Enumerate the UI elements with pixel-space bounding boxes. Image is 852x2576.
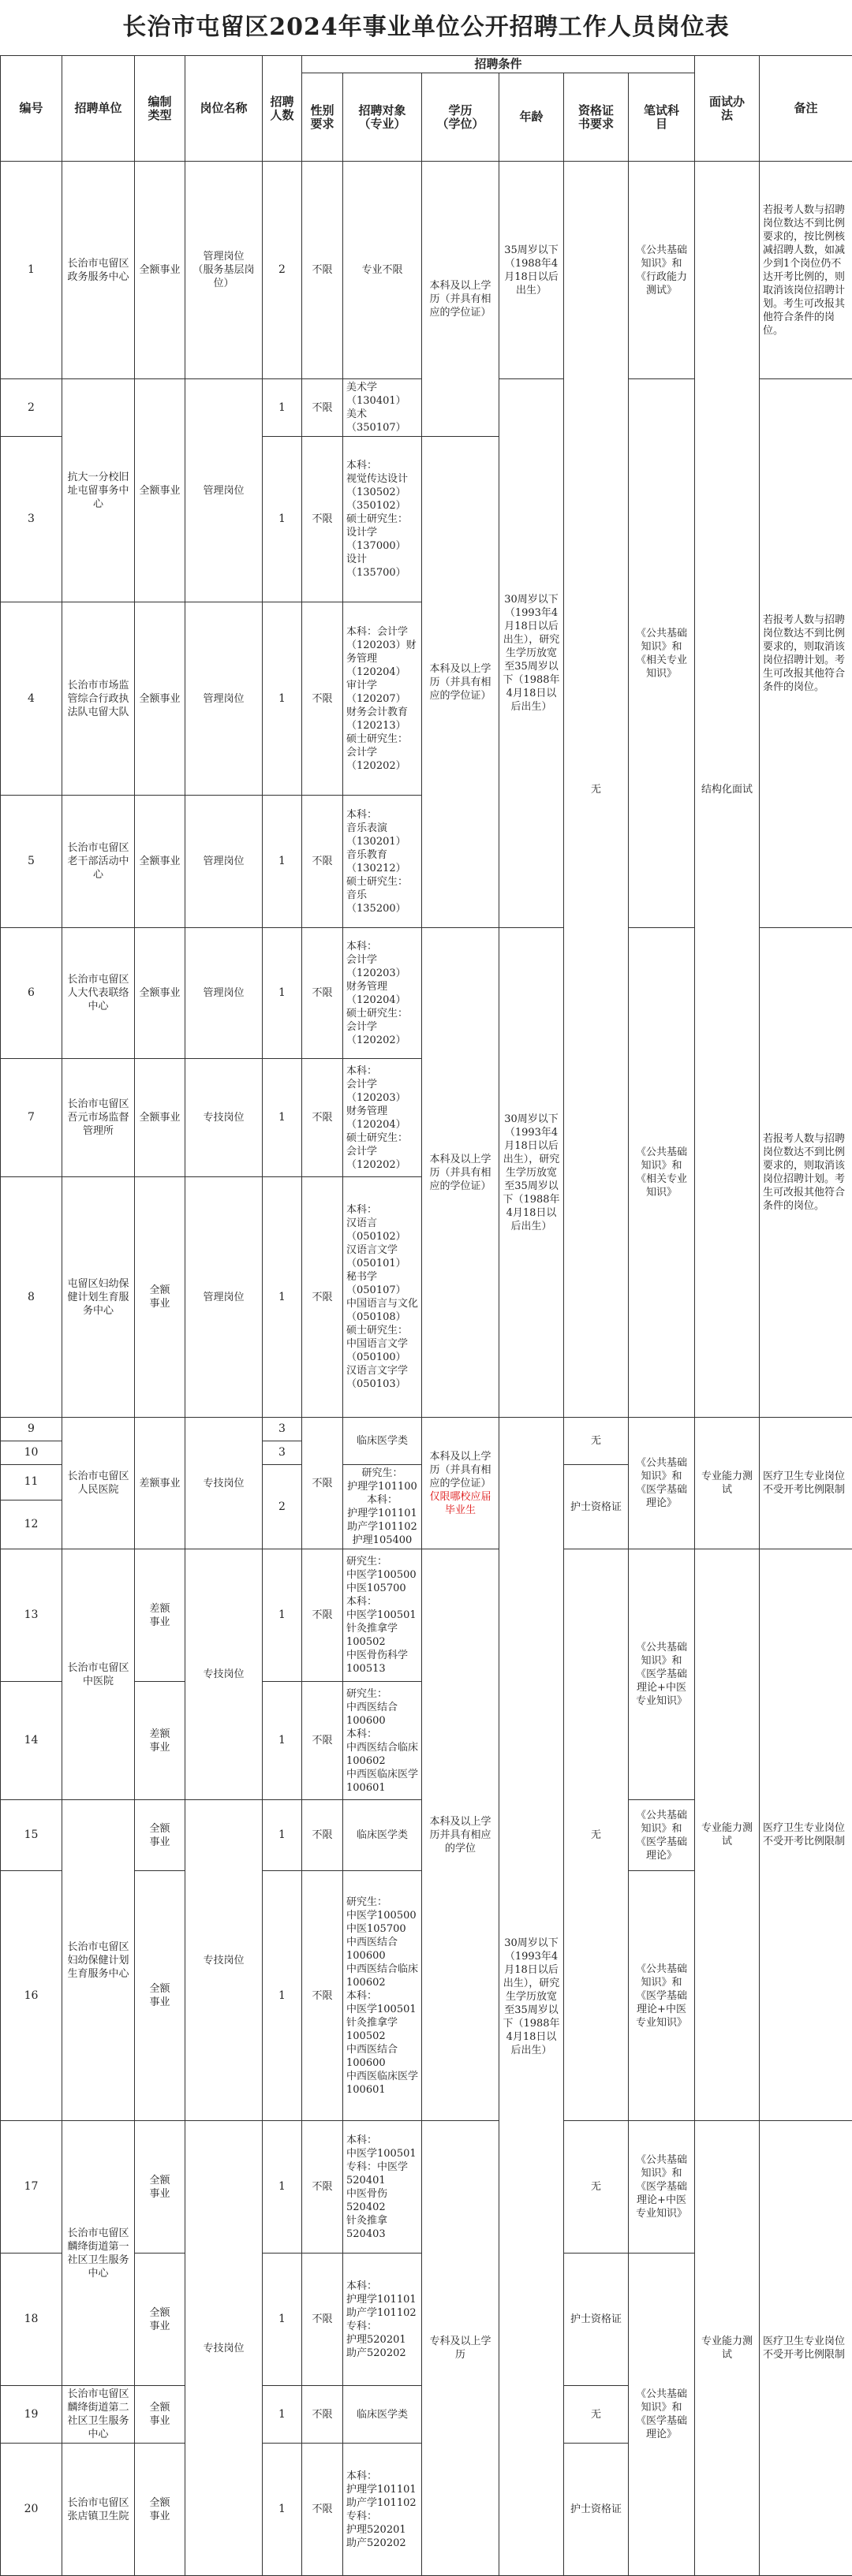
cell-no: 6: [1, 928, 62, 1059]
cell-type: 全额 事业: [135, 2254, 185, 2386]
cell-major: 本科：会计学 （120203）财务管理 （120204） 审计学 （120207） 财务会计教育 （120213） 硕士研究生： 会计学 （120202）: [343, 602, 422, 796]
cell-major: 本科： 会计学 （120203） 财务管理 （120204） 硕士研究生： 会计学 （120202）: [343, 1059, 422, 1177]
cell-cert: 护士资格证: [564, 2254, 629, 2386]
cell-post: 专技岗位: [185, 1059, 263, 1177]
cell-unit: 长治市屯留区麟绛街道第二社区卫生服务中心: [62, 2386, 135, 2444]
header-interview: 面试办 法: [695, 56, 760, 162]
cell-major: 临床医学类: [343, 1800, 422, 1871]
cell-note: 若报考人数与招聘岗位数达不到比例要求的，按比例核减招聘人数，如减少到1个岗位仍不达开考比例的，则取消该岗位招聘计划。考生可改报其他符合条件的岗位。: [760, 162, 852, 379]
cell-post: 专技岗位: [185, 1800, 263, 2121]
cell-gender: 不限: [302, 928, 343, 1059]
cell-count: 1: [263, 1682, 302, 1800]
cell-no: 8: [1, 1177, 62, 1418]
cell-no: 11: [1, 1465, 62, 1500]
cell-count: 1: [263, 928, 302, 1059]
cell-count: 3: [263, 1441, 302, 1465]
cell-type: 差额事业: [135, 1418, 185, 1549]
cell-unit: 长治市屯留区人大代表联络中心: [62, 928, 135, 1059]
cell-note: 医疗卫生专业岗位不受开考比例限制: [760, 1549, 852, 2121]
cell-count: 1: [263, 2444, 302, 2576]
cell-type: 全额事业: [135, 796, 185, 928]
cell-note: 医疗卫生专业岗位不受开考比例限制: [760, 2121, 852, 2576]
cell-post: 管理岗位: [185, 1177, 263, 1418]
cell-type: 全额 事业: [135, 1871, 185, 2121]
cell-written: 《公共基础知识》和《相关专业知识》: [629, 928, 695, 1418]
cell-post: 管理岗位: [185, 796, 263, 928]
cell-type: 全额事业: [135, 162, 185, 379]
header-edu: 学历 （学位）: [422, 73, 499, 162]
cell-major: 研究生： 护理学101100 本科： 护理学101101 助产学101102 护理105400: [343, 1465, 422, 1549]
cell-major: 研究生： 中西医结合 100600 本科： 中西医结合临床100602 中西医临床医学100601: [343, 1682, 422, 1800]
cell-unit: 长治市屯留区张店镇卫生院: [62, 2444, 135, 2576]
cell-unit: 屯留区妇幼保健计划生育服务中心: [62, 1177, 135, 1418]
cell-unit: 长治市屯留区老干部活动中心: [62, 796, 135, 928]
cell-written: 《公共基础知识》和《相关专业知识》: [629, 379, 695, 928]
cell-major: 本科： 音乐表演 （130201） 音乐教育 （130212） 硕士研究生： 音乐 （135200）: [343, 796, 422, 928]
cell-no: 1: [1, 162, 62, 379]
cell-no: 10: [1, 1441, 62, 1465]
cell-unit: 长治市市场监管综合行政执法队屯留大队: [62, 602, 135, 796]
header-age: 年龄: [499, 73, 564, 162]
cell-interview: 结构化面试: [695, 162, 760, 1418]
cell-major: 本科： 护理学101101 助产学101102 专科： 护理520201 助产520202: [343, 2254, 422, 2386]
cell-no: 17: [1, 2121, 62, 2254]
cell-major: 美术学 （130401） 美术 （350107）: [343, 379, 422, 437]
cell-no: 12: [1, 1500, 62, 1549]
cell-edu: 本科及以上学历（并具有相应的学位证）: [422, 162, 499, 437]
cell-type: 全额 事业: [135, 2444, 185, 2576]
cell-major: 研究生： 中医学100500 中医105700 中西医结合 100600 中西医结合临床 100602 本科： 中医学100501 针灸推拿学 100502 中西医结合 100600 中西医临床医学100601: [343, 1871, 422, 2121]
header-cert: 资格证 书要求: [564, 73, 629, 162]
cell-count: 1: [263, 1177, 302, 1418]
cell-type: 全额事业: [135, 1059, 185, 1177]
cell-gender: 不限: [302, 1800, 343, 1871]
cell-unit: 长治市屯留区中医院: [62, 1549, 135, 1800]
cell-gender: 不限: [302, 2386, 343, 2444]
cell-post: 专技岗位: [185, 1549, 263, 1800]
cell-gender: 不限: [302, 1177, 343, 1418]
cell-no: 20: [1, 2444, 62, 2576]
cell-interview: 专业能力测试: [695, 1549, 760, 2121]
cell-gender: 不限: [302, 1871, 343, 2121]
cell-cert: 无: [564, 1418, 629, 1465]
cell-gender: 不限: [302, 162, 343, 379]
cell-cert: 无: [564, 2386, 629, 2444]
cell-post: 管理岗位: [185, 379, 263, 602]
cell-post: 管理岗位: [185, 602, 263, 796]
table-row: [1, 162, 852, 379]
table-row: [1, 1549, 852, 1682]
cell-edu: 本科及以上学历并具有相应的学位: [422, 1549, 499, 2121]
header-type: 编制 类型: [135, 56, 185, 162]
cell-written: 《公共基础知识》和《医学基础理论》: [629, 2254, 695, 2576]
cell-gender: 不限: [302, 2121, 343, 2254]
header-conditions: 招聘条件: [302, 56, 695, 73]
header-major: 招聘对象 （专业）: [343, 73, 422, 162]
header-unit: 招聘单位: [62, 56, 135, 162]
cell-no: 18: [1, 2254, 62, 2386]
cell-age: 30周岁以下 （1993年4月18日以后出生），研究生学历放宽至35周岁以下（1988年4月18日以后出生）: [499, 379, 564, 928]
header-gender: 性别 要求: [302, 73, 343, 162]
cell-no: 14: [1, 1682, 62, 1800]
cell-count: 1: [263, 602, 302, 796]
cell-edu: [422, 1418, 499, 1549]
cell-unit: 长治市屯留区人民医院: [62, 1418, 135, 1549]
cell-count: 2: [263, 1465, 302, 1549]
cell-written: 《公共基础知识》和《医学基础理论》: [629, 1800, 695, 1871]
cell-gender: 不限: [302, 1059, 343, 1177]
cell-age: 30周岁以下 （1993年4月18日以后出生），研究生学历放宽至35周岁以下（1988年4月18日以后出生）: [499, 1418, 564, 2576]
cell-written: 《公共基础知识》和《医学基础理论+中医专业知识》: [629, 1549, 695, 1800]
cell-no: 9: [1, 1418, 62, 1441]
cell-age: 35周岁以下 （1988年4月18日以后出生）: [499, 162, 564, 379]
cell-major: 本科： 护理学101101 助产学101102 专科： 护理520201 助产520202: [343, 2444, 422, 2576]
cell-type: 全额 事业: [135, 2121, 185, 2254]
cell-no: 19: [1, 2386, 62, 2444]
cell-count: 1: [263, 2121, 302, 2254]
cell-count: 1: [263, 437, 302, 602]
cell-major: 本科： 中医学100501 专科：中医学 520401 中医骨伤 520402 针灸推拿 520403: [343, 2121, 422, 2254]
cell-written: 《公共基础知识》和《医学基础理论+中医专业知识》: [629, 2121, 695, 2254]
cell-major: 专业不限: [343, 162, 422, 379]
cell-no: 7: [1, 1059, 62, 1177]
cell-no: 15: [1, 1800, 62, 1871]
cell-major: 本科： 会计学 （120203） 财务管理 （120204） 硕士研究生： 会计学 （120202）: [343, 928, 422, 1059]
cell-count: 1: [263, 1800, 302, 1871]
cell-gender: 不限: [302, 602, 343, 796]
cell-post: 专技岗位: [185, 2121, 263, 2576]
cell-unit: 长治市屯留区吾元市场监督管理所: [62, 1059, 135, 1177]
cell-major: 临床医学类: [343, 1418, 422, 1465]
cell-count: 1: [263, 1549, 302, 1682]
cell-gender: 不限: [302, 1682, 343, 1800]
cell-post: 专技岗位: [185, 1418, 263, 1549]
table-row: [1, 1418, 852, 1441]
cell-post: 管理岗位 （服务基层岗位）: [185, 162, 263, 379]
cell-count: 1: [263, 2254, 302, 2386]
cell-gender: 不限: [302, 2444, 343, 2576]
cell-gender: 不限: [302, 1549, 343, 1682]
cell-type: 全额事业: [135, 602, 185, 796]
cell-type: 全额事业: [135, 928, 185, 1059]
cell-gender: 不限: [302, 1418, 343, 1549]
cell-type: 差额 事业: [135, 1682, 185, 1800]
cell-interview: 专业能力测试: [695, 2121, 760, 2576]
cell-no: 4: [1, 602, 62, 796]
cell-interview: 专业能力测试: [695, 1418, 760, 1549]
cell-cert: 护士资格证: [564, 2444, 629, 2576]
cell-count: 2: [263, 162, 302, 379]
cell-no: 2: [1, 379, 62, 437]
cell-count: 1: [263, 796, 302, 928]
cell-unit: 长治市屯留区妇幼保健计划生育服务中心: [62, 1800, 135, 2121]
cell-type: 差额 事业: [135, 1549, 185, 1682]
cell-count: 3: [263, 1418, 302, 1441]
cell-cert: 无: [564, 1549, 629, 2121]
cell-no: 3: [1, 437, 62, 602]
position-table: [0, 55, 852, 2576]
cell-type: 全额 事业: [135, 2386, 185, 2444]
cell-gender: 不限: [302, 2254, 343, 2386]
cell-cert: 无: [564, 162, 629, 1418]
cell-no: 13: [1, 1549, 62, 1682]
cell-count: 1: [263, 1059, 302, 1177]
cell-note: 若报考人数与招聘岗位数达不到比例要求的，则取消该岗位招聘计划。考生可改报其他符合条件的岗位。: [760, 928, 852, 1418]
cell-gender: 不限: [302, 796, 343, 928]
cell-edu: 专科及以上学历: [422, 2121, 499, 2576]
cell-cert: 无: [564, 2121, 629, 2254]
cell-edu: 本科及以上学历（并具有相应的学位证）: [422, 928, 499, 1418]
header-no: 编号: [1, 56, 62, 162]
cell-no: 5: [1, 796, 62, 928]
header-row: [1, 56, 852, 73]
cell-written: 《公共基础知识》和《行政能力测试》: [629, 162, 695, 379]
table-row: [1, 2121, 852, 2254]
edu-note: 仅限哪校应届毕业生: [429, 1491, 491, 1516]
cell-gender: 不限: [302, 437, 343, 602]
header-written: 笔试科 目: [629, 73, 695, 162]
cell-post: 管理岗位: [185, 928, 263, 1059]
cell-written: 《公共基础知识》和《医学基础理论+中医专业知识》: [629, 1871, 695, 2121]
cell-major: 本科： 汉语言 （050102） 汉语言文学 （050101） 秘书学 （050107） 中国语言与文化 （050108） 硕士研究生： 中国语言文学 （050100） 汉语言文字学 （050103）: [343, 1177, 422, 1418]
cell-type: 全额事业: [135, 379, 185, 602]
header-note: 备注: [760, 56, 852, 162]
page-title: 长治市屯留区2024年事业单位公开招聘工作人员岗位表: [0, 0, 852, 55]
cell-type: 全额 事业: [135, 1800, 185, 1871]
cell-count: 1: [263, 379, 302, 437]
cell-unit: 长治市屯留区政务服务中心: [62, 162, 135, 379]
cell-edu: 本科及以上学历（并具有相应的学位证）: [422, 437, 499, 928]
cell-note: 若报考人数与招聘岗位数达不到比例要求的，则取消该岗位招聘计划。考生可改报其他符合条件的岗位。: [760, 379, 852, 928]
cell-unit: 抗大一分校旧址屯留事务中心: [62, 379, 135, 602]
cell-count: 1: [263, 2386, 302, 2444]
cell-major: 研究生： 中医学100500 中医105700 本科： 中医学100501 针灸推拿学 100502 中医骨伤科学 100513: [343, 1549, 422, 1682]
cell-type: 全额 事业: [135, 1177, 185, 1418]
cell-unit: 长治市屯留区麟绛街道第一社区卫生服务中心: [62, 2121, 135, 2386]
cell-no: 16: [1, 1871, 62, 2121]
header-post: 岗位名称: [185, 56, 263, 162]
header-count: 招聘 人数: [263, 56, 302, 162]
edu-text: 本科及以上学历（并具有相应的学位证）: [429, 1451, 491, 1489]
cell-major: 本科： 视觉传达设计 （130502） （350102） 硕士研究生： 设计学 （137000） 设计 （135700）: [343, 437, 422, 602]
cell-gender: 不限: [302, 379, 343, 437]
cell-written: 《公共基础知识》和《医学基础理论》: [629, 1418, 695, 1549]
cell-cert: 护士资格证: [564, 1465, 629, 1549]
cell-note: 医疗卫生专业岗位不受开考比例限制: [760, 1418, 852, 1549]
cell-age: 30周岁以下 （1993年4月18日以后出生），研究生学历放宽至35周岁以下（1988年4月18日以后出生）: [499, 928, 564, 1418]
cell-major: 临床医学类: [343, 2386, 422, 2444]
cell-count: 1: [263, 1871, 302, 2121]
